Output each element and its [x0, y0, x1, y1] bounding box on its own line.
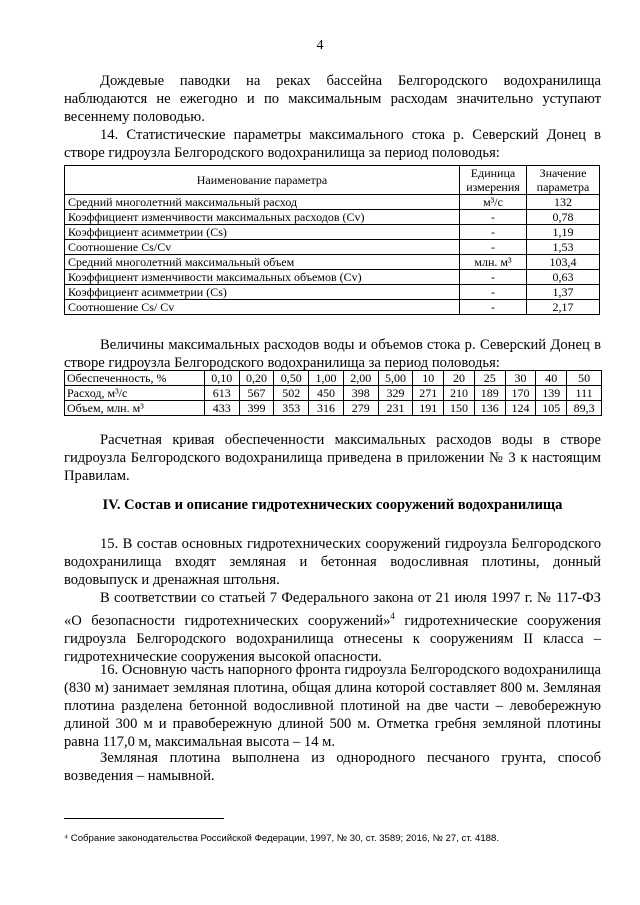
paragraph-curve: Расчетная кривая обеспеченности максимальных расходов воды в створе гидроузла Белгородского водохранилища приведена в приложении № 3 к настоящим Правилам. — [64, 432, 601, 484]
cell-value: 271 — [413, 386, 444, 401]
table-row — [65, 195, 600, 210]
cell-value: 2,17 — [527, 300, 600, 315]
section-heading: IV. Состав и описание гидротехнических сооружений водохранилища — [102, 497, 563, 513]
cell-value: 1,00 — [309, 371, 344, 386]
table-row — [65, 225, 600, 240]
cell-value: 132 — [527, 195, 600, 210]
cell-unit: - — [460, 240, 527, 255]
paragraph-rain-floods: Дождевые паводки на реках бассейна Белгородского водохранилища наблюдаются не ежегодно и по максимальным расходам значительно уступают весеннему половодью. — [64, 73, 601, 125]
cell-name: Соотношение Cs/ Cv — [65, 300, 460, 315]
cell-value: 40 — [536, 371, 567, 386]
cell-name: Соотношение Cs/Cv — [65, 240, 460, 255]
cell-value: 329 — [378, 386, 413, 401]
paragraph-14: 14. Статистические параметры максимального стока р. Северский Донец в створе гидроузла Белгородского водохранилища за период половодья: — [64, 127, 601, 161]
table-row — [65, 240, 600, 255]
cell-value: 1,53 — [527, 240, 600, 255]
cell-value: 567 — [239, 386, 274, 401]
header-value: Значение параметра — [527, 166, 600, 195]
cell-value: 191 — [413, 401, 444, 416]
cell-value: 136 — [474, 401, 505, 416]
cell-value: 316 — [309, 401, 344, 416]
cell-value: 5,00 — [378, 371, 413, 386]
cell-value: 20 — [444, 371, 475, 386]
cell-value: 1,37 — [527, 285, 600, 300]
cell-value: 2,00 — [343, 371, 378, 386]
header-param-name: Наименование параметра — [65, 166, 460, 195]
footnote-divider — [64, 818, 224, 819]
paragraph-law — [64, 589, 601, 666]
cell-value: 103,4 — [527, 255, 600, 270]
law-text: В соответствии со статьей 7 Федерального закона от 21 июля 1997 г. № 117-ФЗ «О безопасности гидротехнических сооружений» — [64, 590, 601, 629]
cell-value: 210 — [444, 386, 475, 401]
row-label: Обеспеченность, % — [65, 371, 205, 386]
header-unit: Единица измерения — [460, 166, 527, 195]
cell-value: 30 — [505, 371, 536, 386]
cell-unit: - — [460, 270, 527, 285]
cell-value: 502 — [274, 386, 309, 401]
cell-value: 1,19 — [527, 225, 600, 240]
cell-value: 433 — [204, 401, 239, 416]
cell-value: 613 — [204, 386, 239, 401]
table-row — [65, 285, 600, 300]
cell-value: 398 — [343, 386, 378, 401]
table-row — [65, 401, 602, 416]
cell-value: 139 — [536, 386, 567, 401]
cell-value: 89,3 — [567, 401, 602, 416]
table-row — [65, 371, 602, 386]
cell-unit: - — [460, 285, 527, 300]
paragraph-15: 15. В состав основных гидротехнических сооружений гидроузла Белгородского водохранилища входят земляная и бетонная водосливная плотины, донный водовыпуск и дренажная штольня. — [64, 536, 601, 588]
table-header-row — [65, 166, 600, 195]
cell-value: 111 — [567, 386, 602, 401]
cell-value: 0,78 — [527, 210, 600, 225]
cell-value: 0,10 — [204, 371, 239, 386]
footnote-ref[interactable]: 4 — [390, 611, 395, 621]
table-row — [65, 300, 600, 315]
page-number: 4 — [316, 38, 324, 53]
cell-name: Коэффициент изменчивости максимальных расходов (Cv) — [65, 210, 460, 225]
probability-table — [64, 370, 602, 416]
cell-value: 450 — [309, 386, 344, 401]
cell-name: Коэффициент асимметрии (Cs) — [65, 285, 460, 300]
stat-parameters-table — [64, 165, 600, 315]
cell-value: 189 — [474, 386, 505, 401]
paragraph-dam: Земляная плотина выполнена из однородного песчаного грунта, способ возведения – намывной. — [64, 750, 601, 784]
cell-value: 0,20 — [239, 371, 274, 386]
cell-name: Средний многолетний максимальный объем — [65, 255, 460, 270]
cell-value: 170 — [505, 386, 536, 401]
footnote: ⁴ Собрание законодательства Российской Федерации, 1997, № 30, ст. 3589; 2016, № 27, ст. 4188. — [64, 833, 499, 844]
cell-unit: м³/с — [460, 195, 527, 210]
cell-value: 0,50 — [274, 371, 309, 386]
cell-value: 50 — [567, 371, 602, 386]
cell-unit: - — [460, 210, 527, 225]
cell-name: Коэффициент изменчивости максимальных объемов (Cv) — [65, 270, 460, 285]
cell-name: Коэффициент асимметрии (Cs) — [65, 225, 460, 240]
table-row — [65, 270, 600, 285]
cell-value: 353 — [274, 401, 309, 416]
cell-value: 105 — [536, 401, 567, 416]
cell-unit: - — [460, 300, 527, 315]
table-row — [65, 255, 600, 270]
probability-table-body — [65, 371, 602, 416]
cell-value: 399 — [239, 401, 274, 416]
table-row — [65, 210, 600, 225]
cell-value: 25 — [474, 371, 505, 386]
cell-value: 231 — [378, 401, 413, 416]
paragraph-values: Величины максимальных расходов воды и объемов стока р. Северский Донец в створе гидроузла Белгородского водохранилища за период половодья: — [64, 337, 601, 371]
cell-value: 10 — [413, 371, 444, 386]
cell-value: 150 — [444, 401, 475, 416]
paragraph-16: 16. Основную часть напорного фронта гидроузла Белгородского водохранилища (830 м) занимает земляная плотина, общая длина которой составляет 800 м. Земляная плотина разделена бетонной водосливной плотиной на две части – левобережную длиной 300 м и правобережную длиной 500 м. Отметка гребня земляной плотины равна 117,0 м, максимальная высота – 14 м. — [64, 662, 601, 750]
row-label: Расход, м³/с — [65, 386, 205, 401]
row-label: Объем, млн. м³ — [65, 401, 205, 416]
stat-table-body — [65, 195, 600, 315]
cell-value: 124 — [505, 401, 536, 416]
cell-value: 0,63 — [527, 270, 600, 285]
cell-value: 279 — [343, 401, 378, 416]
cell-unit: млн. м³ — [460, 255, 527, 270]
cell-unit: - — [460, 225, 527, 240]
cell-name: Средний многолетний максимальный расход — [65, 195, 460, 210]
table-row — [65, 386, 602, 401]
law-text-2: гидротехнические сооружения гидроузла Белгородского водохранилища отнесены к сооружениям II класса – гидротехнические сооружения высокой опасности. — [64, 612, 602, 665]
